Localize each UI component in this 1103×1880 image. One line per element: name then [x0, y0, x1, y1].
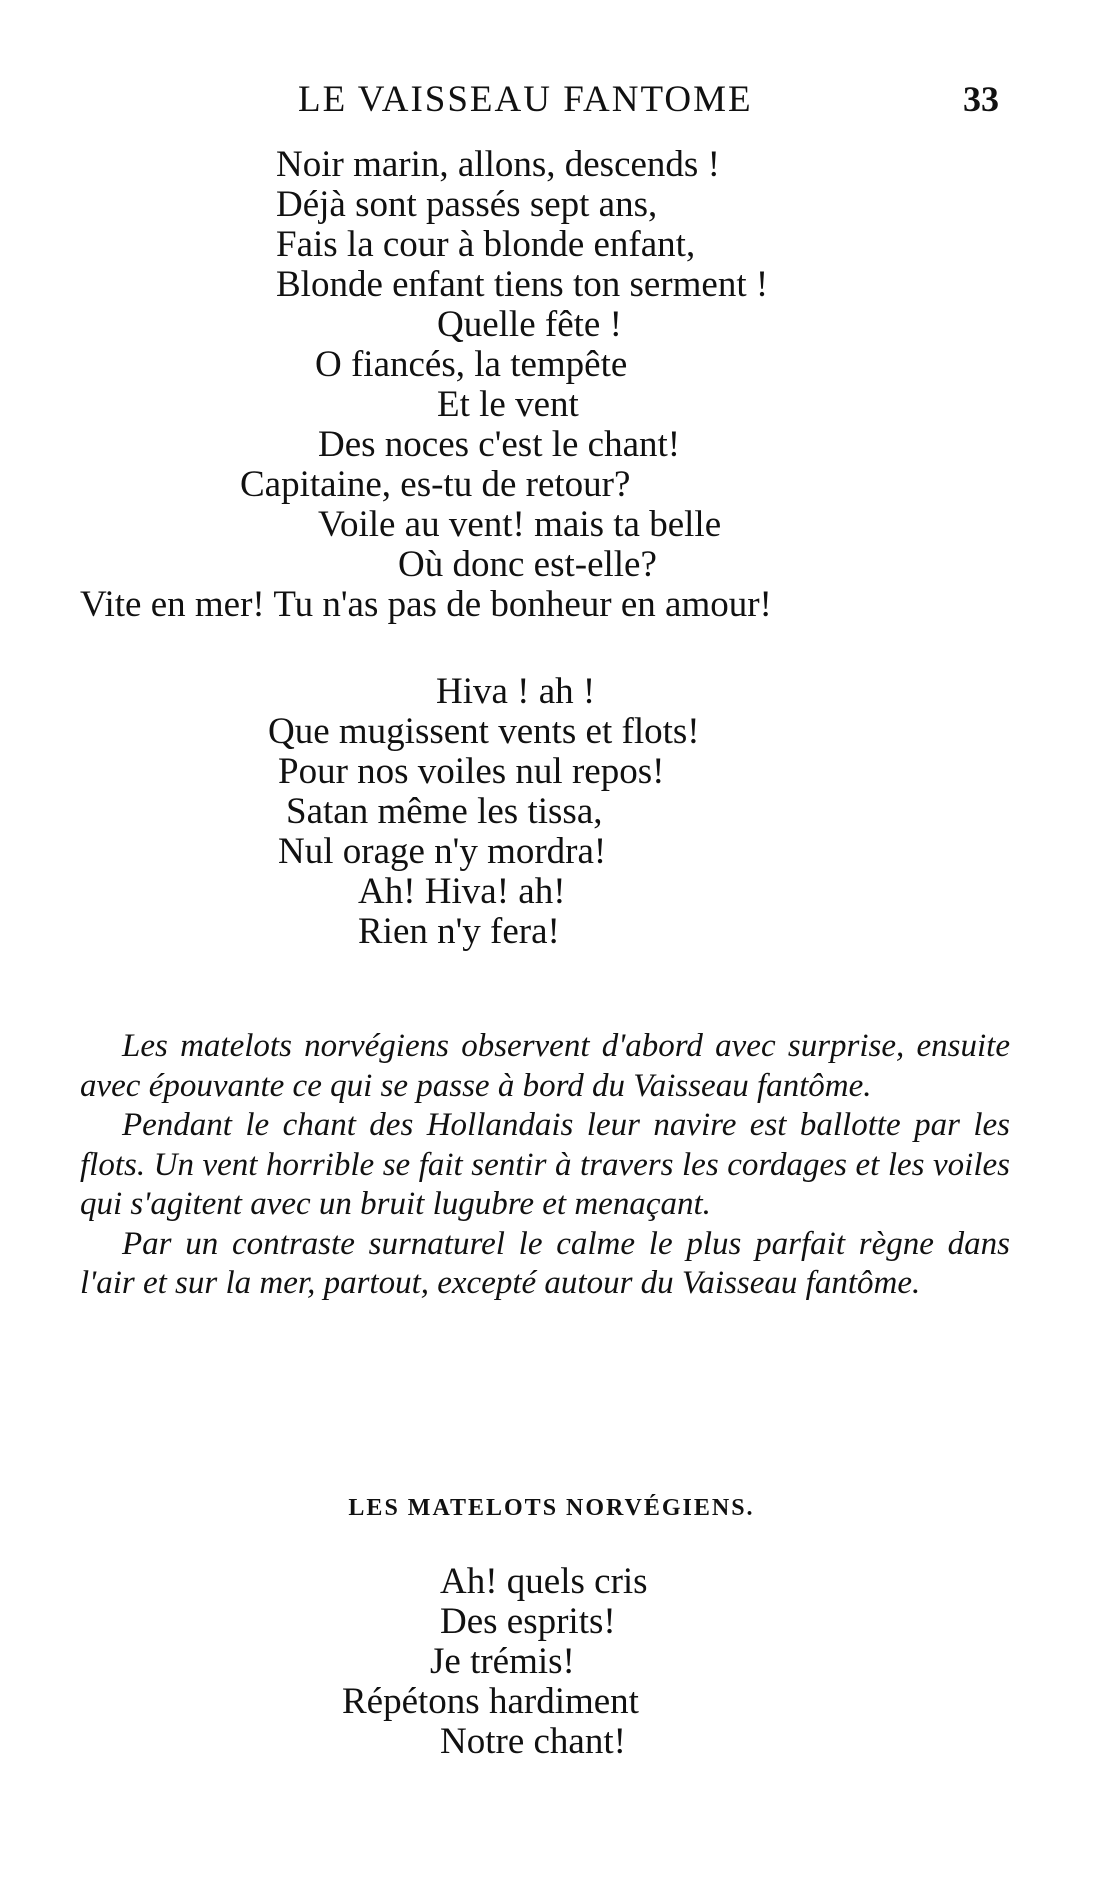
page-header [0, 78, 1103, 126]
verse-line: Quelle fête ! [437, 304, 622, 345]
running-title: LE VAISSEAU FANTOME [298, 79, 753, 120]
verse-line: Des noces c'est le chant! [318, 424, 681, 465]
verse-line: Voile au vent! mais ta belle [318, 504, 722, 545]
verse-line: Ah! Hiva! ah! [358, 871, 566, 912]
verse-line: Hiva ! ah ! [436, 671, 596, 712]
verse-line: Capitaine, es-tu de retour? [240, 464, 631, 505]
stage-paragraph: Pendant le chant des Hollandais leur navire est ballotte par les flots. Un vent horrible se fait sentir à travers les cordages et les voiles qui s'agitent avec un bruit lugubre et menaçant. [80, 1107, 1010, 1222]
verse-line: Et le vent [437, 384, 579, 425]
verse-line: Notre chant! [440, 1721, 626, 1762]
verse-line: Je trémis! [430, 1641, 575, 1682]
verse-line: Nul orage n'y mordra! [278, 831, 607, 872]
stage-paragraph: Par un contraste surnaturel le calme le plus parfait règne dans l'air et sur la mer, partout, excepté autour du Vaisseau fantôme. [80, 1225, 1010, 1301]
stage-paragraph: Les matelots norvégiens observent d'abord avec surprise, ensuite avec épouvante ce qui se passe à bord du Vaisseau fantôme. [80, 1028, 1010, 1104]
verse-line: O fiancés, la tempête [315, 344, 628, 385]
verse-line: Que mugissent vents et flots! [268, 711, 700, 752]
verse-line: Blonde enfant tiens ton serment ! [276, 264, 769, 305]
verse-line: Des esprits! [440, 1601, 616, 1642]
verse-line: Satan même les tissa, [286, 791, 603, 832]
verse-line: Rien n'y fera! [358, 911, 560, 952]
section-heading: LES MATELOTS NORVÉGIENS. [348, 1495, 755, 1521]
verse-line: Où donc est-elle? [398, 544, 657, 585]
verse-line: Pour nos voiles nul repos! [278, 751, 665, 792]
stage-directions [80, 1027, 1010, 1304]
verse-line: Déjà sont passés sept ans, [276, 184, 658, 225]
page-number: 33 [963, 79, 999, 119]
verse-line: Fais la cour à blonde enfant, [276, 224, 696, 265]
verse-line: Vite en mer! Tu n'as pas de bonheur en amour! [80, 584, 772, 625]
verse-line: Répétons hardiment [342, 1681, 639, 1722]
verse-line: Ah! quels cris [440, 1561, 648, 1602]
verse-line: Noir marin, allons, descends ! [276, 144, 720, 185]
